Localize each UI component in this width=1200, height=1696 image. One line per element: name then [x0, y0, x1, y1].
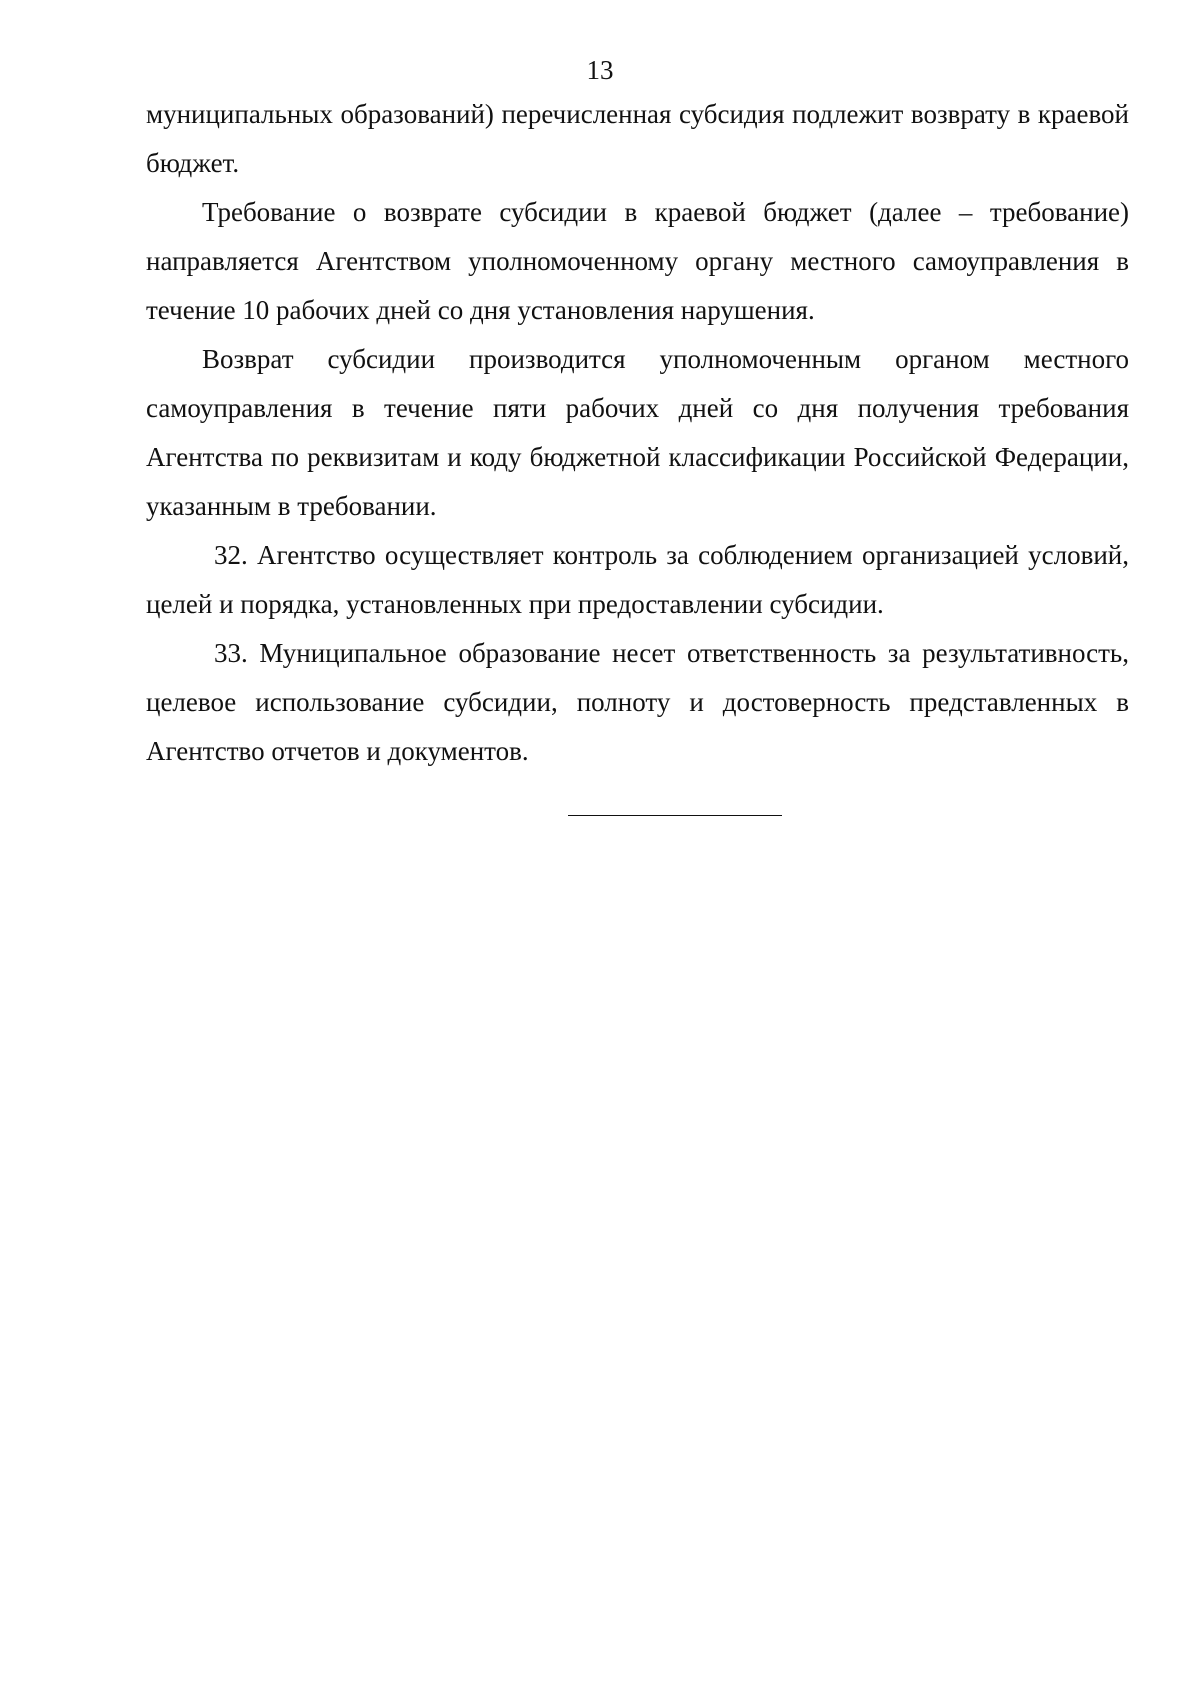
end-of-text-rule [568, 815, 782, 816]
paragraph-item-33: 33. Муниципальное образование несет ответственность за результативность, целевое использование субсидии, полноту и достоверность представленных в Агентство отчетов и документов. [146, 638, 1129, 766]
paragraph-continuation: муниципальных образований) перечисленная субсидия подлежит возврату в краевой бюджет. [146, 99, 1129, 178]
document-body [146, 90, 1129, 776]
paragraph-return-procedure: Возврат субсидии производится уполномоченным органом местного самоуправления в течение пяти рабочих дней со дня получения требования Агентства по реквизитам и коду бюджетной классификации Российской Федерации, указанным в требовании. [146, 344, 1129, 521]
page-number: 13 [586, 55, 614, 85]
paragraph-return-requirement: Требование о возврате субсидии в краевой бюджет (далее – требование) направляется Агентством уполномоченному органу местного самоуправления в течение 10 рабочих дней со дня установления нарушения. [146, 197, 1129, 325]
paragraph-item-32: 32. Агентство осуществляет контроль за соблюдением организацией условий, целей и порядка, установленных при предоставлении субсидии. [146, 540, 1129, 619]
